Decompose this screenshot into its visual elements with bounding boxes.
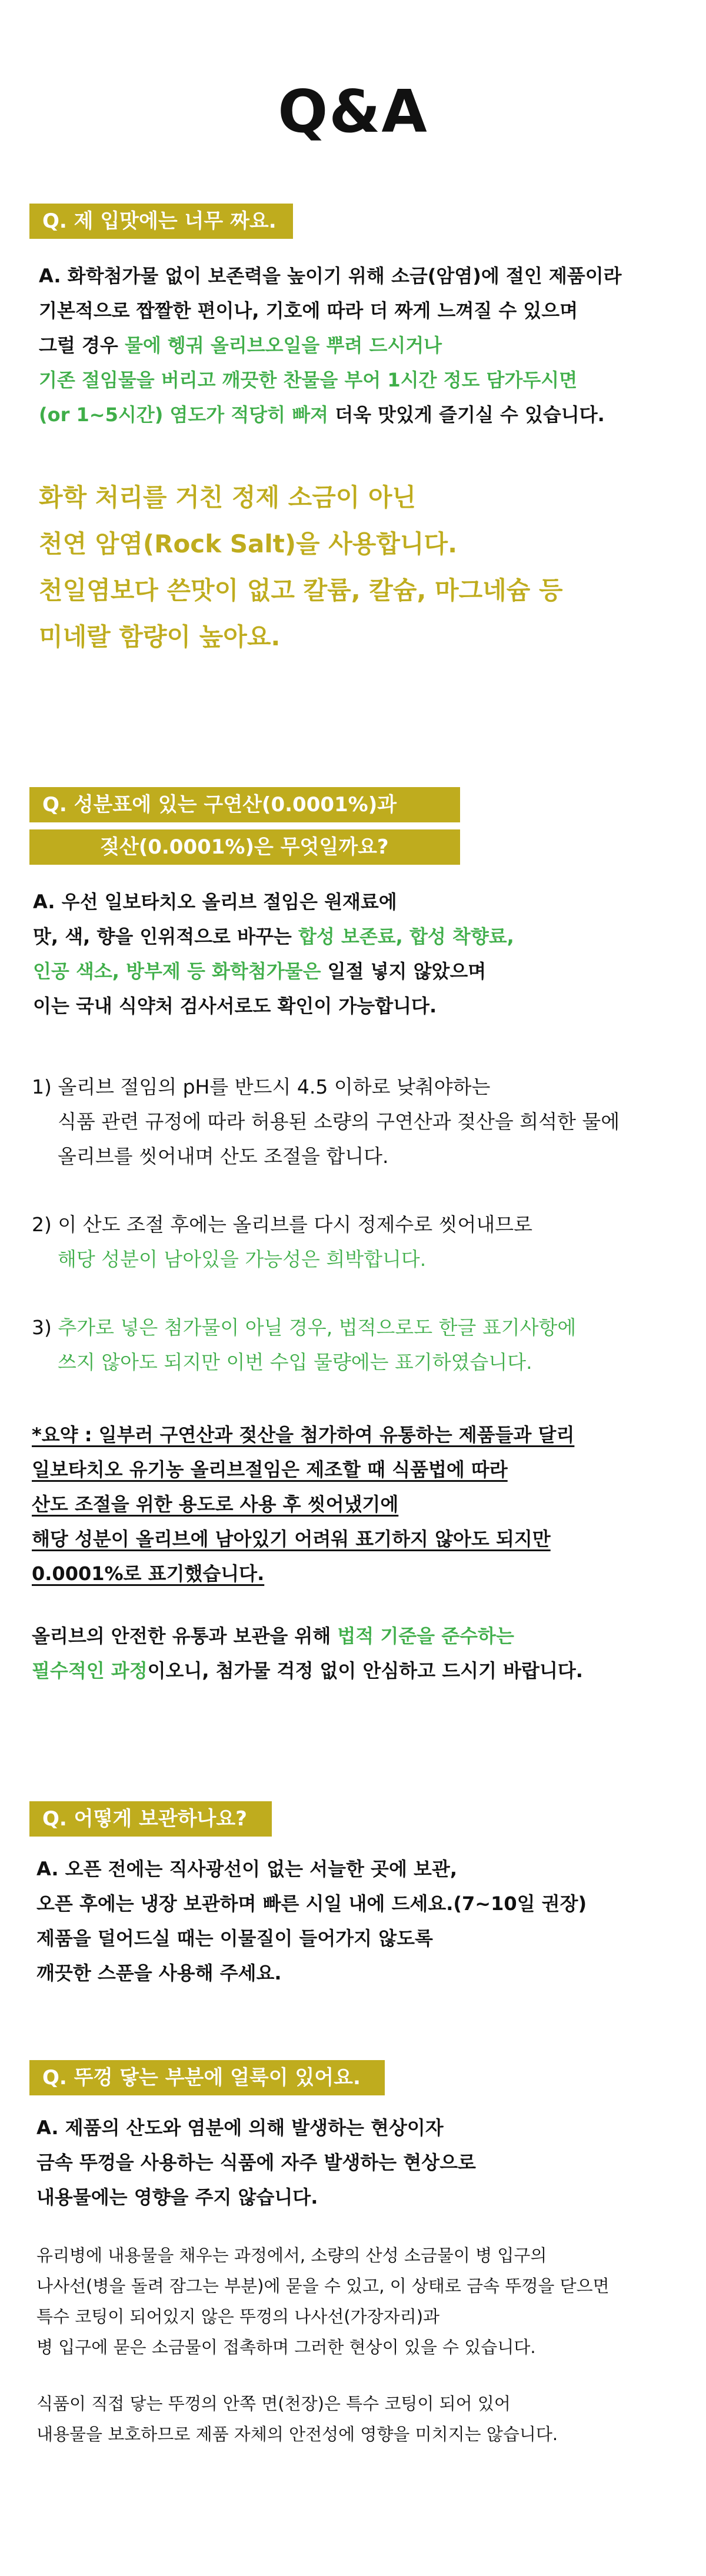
question-label-storage: Q. 어떻게 보관하나요? (29, 1801, 272, 1837)
lid-coating-paragraph (36, 2388, 558, 2450)
answer-text: 맛, 색, 향을 인위적으로 바꾸는 (33, 925, 298, 948)
paragraph-line: 1) 올리브 절임의 pH를 반드시 4.5 이하로 낮춰야하는 (32, 1075, 491, 1098)
answer-line: A. 화학첨가물 없이 보존력을 높이기 위해 소금(암염)에 절인 제품이라 (39, 265, 622, 287)
labeling-paragraph (32, 1310, 576, 1379)
answer-line: 내용물에는 영향을 주지 않습니다. (36, 2186, 318, 2208)
answer-line (33, 954, 514, 989)
closing-text-green: 법적 기준을 준수하는 (337, 1625, 514, 1647)
highlight-line: 화학 처리를 거친 정제 소금이 아닌 (39, 483, 417, 512)
closing-line (32, 1654, 583, 1688)
answer-line: 제품을 덜어드실 때는 이물질이 들어가지 않도록 (36, 1927, 433, 1950)
summary-line: 산도 조절을 위한 용도로 사용 후 씻어냈기에 (32, 1493, 399, 1515)
answer-text: 그럴 경우 (39, 334, 125, 356)
paragraph-line: 식품이 직접 닿는 뚜껑의 안쪽 면(천장)은 특수 코팅이 되어 있어 (36, 2394, 511, 2414)
closing-text: 올리브의 안전한 유통과 보관을 위해 (32, 1625, 338, 1647)
ph-paragraph (32, 1069, 620, 1174)
answer-storage (36, 1852, 587, 1991)
answer-line: A. 우선 일보타치오 올리브 절임은 원재료에 (33, 891, 397, 913)
highlight-line: 천일염보다 쓴맛이 없고 칼륨, 칼슘, 마그네슘 등 (39, 576, 563, 605)
answer-line: A. 제품의 산도와 염분에 의해 발생하는 현상이자 (36, 2117, 444, 2139)
paragraph-line: 특수 코팅이 되어있지 않은 뚜껑의 나사선(가장자리)과 (36, 2307, 440, 2327)
answer-line (39, 398, 622, 432)
paragraph-text: 3) (32, 1316, 58, 1339)
closing-text: 이오니, 첨가물 걱정 없이 안심하고 드시기 바랍니다. (147, 1659, 583, 1682)
paragraph-line-green: 해당 성분이 남아있을 가능성은 희박합니다. (58, 1248, 427, 1271)
answer-line: 기본적으로 짭짤한 편이나, 기호에 따라 더 짜게 느껴질 수 있으며 (39, 299, 578, 322)
closing-text-green: 필수적인 과정 (32, 1659, 148, 1682)
rinse-paragraph (32, 1207, 532, 1277)
answer-line: 이는 국내 식약처 검사서로도 확인이 가능합니다. (33, 995, 437, 1017)
answer-line-green: 기존 절임물을 버리고 깨끗한 찬물을 부어 1시간 정도 담가두시면 (39, 369, 578, 391)
answer-ingredients (33, 885, 514, 1024)
summary-line: *요약 : 일부러 구연산과 젖산을 첨가하여 유통하는 제품들과 달리 (32, 1424, 575, 1446)
question-label-salty: Q. 제 입맛에는 너무 짜요. (29, 204, 293, 239)
paragraph-line: 2) 이 산도 조절 후에는 올리브를 다시 정제수로 씻어내므로 (32, 1213, 532, 1236)
summary-line: 일보타치오 유기농 올리브절임은 제조할 때 식품법에 따라 (32, 1458, 508, 1481)
highlight-line: 미네랄 함량이 높아요. (39, 622, 281, 651)
answer-line: 깨끗한 스푼을 사용해 주세요. (36, 1962, 282, 1984)
paragraph-line: 병 입구에 묻은 소금물이 접촉하며 그러한 현상이 있을 수 있습니다. (36, 2337, 536, 2357)
closing-line (32, 1619, 583, 1654)
answer-salty (39, 259, 622, 432)
question-label-lid-stain: Q. 뚜껑 닿는 부분에 얼룩이 있어요. (29, 2060, 385, 2095)
summary-line: 0.0001%로 표기했습니다. (32, 1562, 265, 1585)
answer-line: A. 오픈 전에는 직사광선이 없는 서늘한 곳에 보관, (36, 1858, 457, 1880)
question-label-ingredients-1: Q. 성분표에 있는 구연산(0.0001%)과 (29, 787, 460, 822)
paragraph-text-green: 추가로 넣은 첨가물이 아닐 경우, 법적으로도 한글 표기사항에 (58, 1316, 577, 1339)
paragraph-line: 유리병에 내용물을 채우는 과정에서, 소량의 산성 소금물이 병 입구의 (36, 2245, 547, 2265)
summary-paragraph (32, 1418, 574, 1591)
answer-text-green: 물에 헹궈 올리브오일을 뿌려 드시거나 (124, 334, 442, 356)
answer-text: 일절 넣지 않았으며 (321, 960, 487, 982)
highlight-line: 천연 암염(Rock Salt)을 사용합니다. (39, 529, 458, 558)
question-label-ingredients-2: 젖산(0.0001%)은 무엇일까요? (29, 829, 460, 865)
answer-text-green: 합성 보존료, 합성 착향료, (298, 925, 514, 948)
page-title: Q&A (278, 77, 428, 146)
lid-stain-cause-paragraph (36, 2240, 610, 2362)
paragraph-line: 나사선(병을 돌려 잠그는 부분)에 묻을 수 있고, 이 상태로 금속 뚜껑을 닫으면 (36, 2276, 610, 2296)
rock-salt-highlight (39, 474, 563, 660)
answer-lid-stain (36, 2111, 476, 2215)
answer-text-green: 인공 색소, 방부제 등 화학첨가물은 (33, 960, 321, 982)
paragraph-line (32, 1310, 576, 1345)
paragraph-line: 올리브를 씻어내며 산도 조절을 합니다. (58, 1145, 389, 1168)
answer-line (33, 919, 514, 954)
answer-line (39, 328, 622, 363)
closing-paragraph (32, 1619, 583, 1688)
paragraph-line-green: 쓰지 않아도 되지만 이번 수입 물량에는 표기하였습니다. (58, 1351, 532, 1374)
answer-text-green: (or 1~5시간) 염도가 적당히 빠져 (39, 404, 329, 426)
answer-text: 더욱 맛있게 즐기실 수 있습니다. (328, 404, 605, 426)
summary-line: 해당 성분이 올리브에 남아있기 어려워 표기하지 않아도 되지만 (32, 1528, 551, 1550)
paragraph-line: 내용물을 보호하므로 제품 자체의 안전성에 영향을 미치지는 않습니다. (36, 2424, 558, 2444)
answer-line: 오픈 후에는 냉장 보관하며 빠른 시일 내에 드세요.(7~10일 권장) (36, 1892, 587, 1915)
answer-line: 금속 뚜껑을 사용하는 식품에 자주 발생하는 현상으로 (36, 2151, 476, 2174)
paragraph-line: 식품 관련 규정에 따라 허용된 소량의 구연산과 젖산을 희석한 물에 (58, 1110, 620, 1133)
